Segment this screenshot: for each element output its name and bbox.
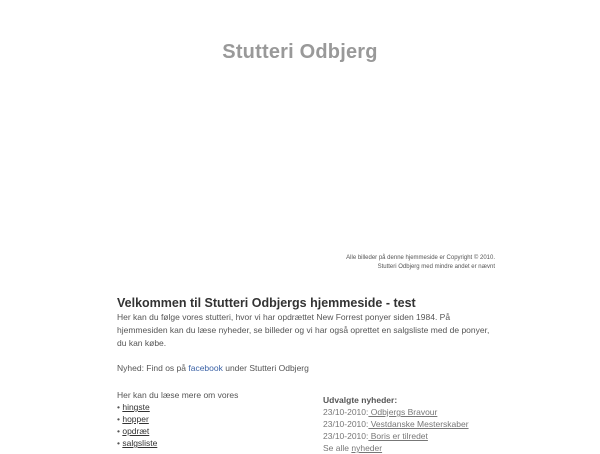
facebook-notice bbox=[117, 362, 497, 375]
news-link-odbjergs-bravour[interactable]: Odbjergs Bravour bbox=[368, 407, 438, 417]
bullet: • bbox=[117, 426, 123, 436]
bullet: • bbox=[117, 414, 123, 424]
bullet: • bbox=[117, 402, 123, 412]
bullet: • bbox=[117, 438, 123, 448]
opdraet-link[interactable]: opdræt bbox=[122, 426, 150, 436]
see-all-prefix: Se alle bbox=[323, 443, 352, 453]
hopper-link[interactable]: hopper bbox=[122, 414, 149, 424]
facebook-link[interactable]: facebook bbox=[188, 363, 223, 373]
news-item bbox=[323, 430, 523, 442]
hingste-link[interactable]: hingste bbox=[122, 402, 150, 412]
see-all-news-link[interactable]: nyheder bbox=[351, 443, 383, 453]
news-link-boris-er-tilredet[interactable]: Boris er tilredet bbox=[368, 431, 428, 441]
selected-news-heading: Udvalgte nyheder: bbox=[323, 395, 398, 405]
read-more-label: Her kan du læse mere om vores bbox=[117, 390, 239, 400]
copyright-line-1: Alle billeder på denne hjemmeside er Copyright © 2010. bbox=[346, 255, 495, 261]
see-all-news bbox=[323, 442, 523, 454]
news-link-vestdanske-mesterskaber[interactable]: Vestdanske Mesterskaber bbox=[368, 419, 469, 429]
copyright-line-2: Stutteri Odbjerg med mindre andet er nævnt bbox=[377, 264, 495, 270]
salgsliste-link[interactable]: salgsliste bbox=[122, 438, 158, 448]
news-item bbox=[323, 418, 523, 430]
facebook-notice-suffix: under Stutteri Odbjerg bbox=[222, 363, 309, 373]
news-date: 23/10-2010: bbox=[323, 431, 369, 441]
site-title: Stutteri Odbjerg bbox=[222, 41, 378, 63]
intro-text: Her kan du følge vores stutteri, hvor vi har opdrættet New Forrest ponyer siden 1984. På hjemmesiden kan du læse nyheder, se billeder og vi har også oprettet en salgsliste med de ponyer, du kan købe. bbox=[117, 312, 490, 348]
news-date: 23/10-2010: bbox=[323, 419, 369, 429]
welcome-heading: Velkommen til Stutteri Odbjergs hjemmeside - test bbox=[117, 296, 416, 310]
selected-news bbox=[323, 394, 523, 454]
facebook-notice-prefix: Nyhed: Find os på bbox=[117, 363, 189, 373]
news-date: 23/10-2010: bbox=[323, 407, 369, 417]
news-item bbox=[323, 406, 523, 418]
copyright-notice bbox=[295, 254, 495, 272]
